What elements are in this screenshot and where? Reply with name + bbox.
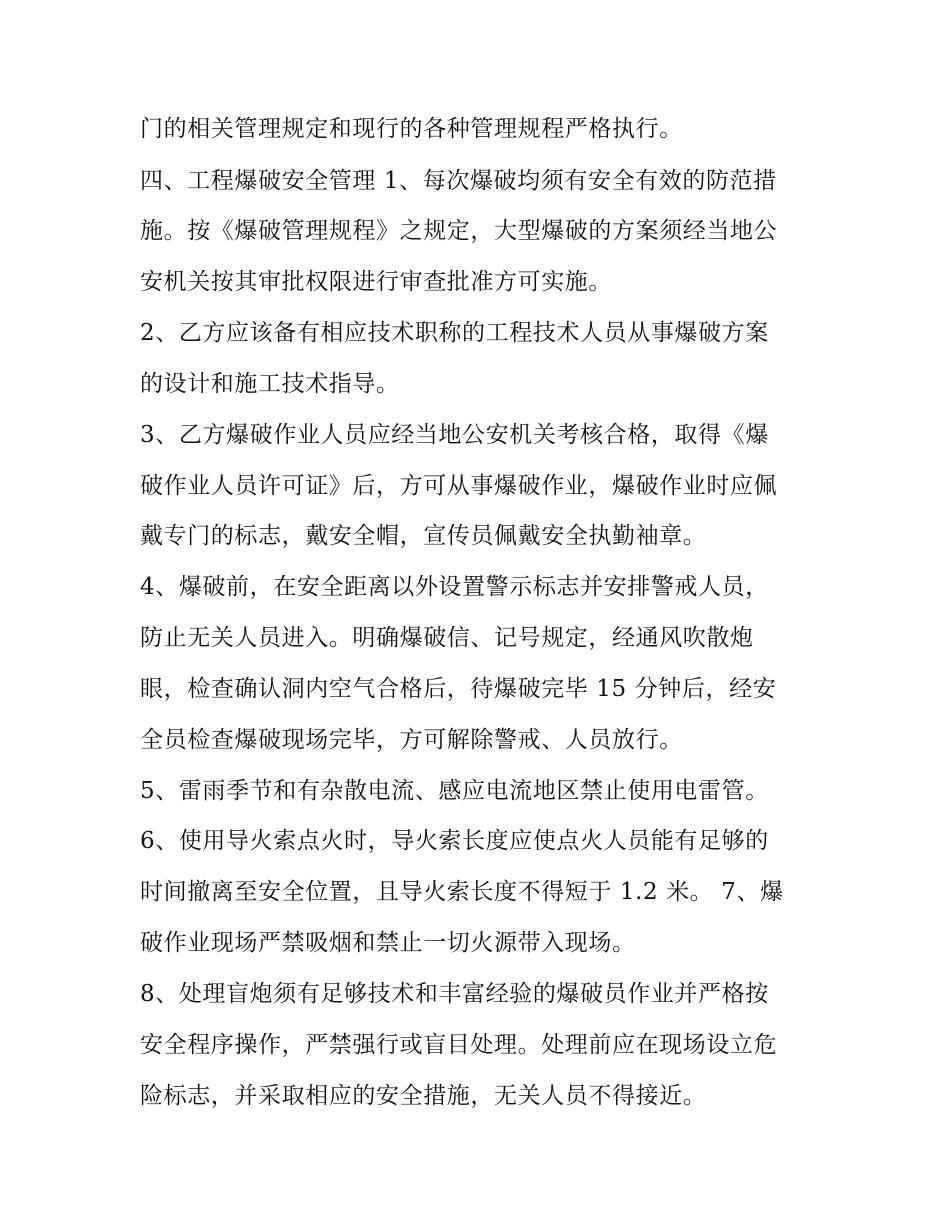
text-line: 门的相关管理规定和现行的各种管理规程严格执行。 xyxy=(140,116,683,142)
text-line: 戴专门的标志，戴安全帽，宣传员佩戴安全执勤袖章。 xyxy=(140,523,707,549)
text-line: 四、工程爆破安全管理 1、每次爆破均须有安全有效的防范措 xyxy=(140,168,777,194)
text-line: 的设计和施工技术指导。 xyxy=(140,371,400,397)
text-line: 时间撤离至安全位置，且导火索长度不得短于 1.2 米。 7、爆 xyxy=(140,879,784,905)
text-line: 3、乙方爆破作业人员应经当地公安机关考核合格，取得《爆 xyxy=(140,422,769,448)
text-line: 4、爆破前，在安全距离以外设置警示标志并安排警戒人员， xyxy=(140,574,769,600)
text-line: 破作业人员许可证》后，方可从事爆破作业，爆破作业时应佩 xyxy=(140,473,778,499)
text-line: 险标志，并采取相应的安全措施，无关人员不得接近。 xyxy=(140,1083,707,1109)
text-line: 全员检查爆破现场完毕，方可解除警戒、人员放行。 xyxy=(140,727,683,753)
text-line: 防止无关人员进入。明确爆破信、记号规定，经通风吹散炮 xyxy=(140,625,754,651)
text-line: 破作业现场严禁吸烟和禁止一切火源带入现场。 xyxy=(140,930,636,956)
text-line: 眼，检查确认洞内空气合格后，待爆破完毕 15 分钟后，经安 xyxy=(140,676,777,702)
text-line: 2、乙方应该备有相应技术职称的工程技术人员从事爆破方案 xyxy=(140,320,769,346)
text-line: 5、雷雨季节和有杂散电流、感应电流地区禁止使用电雷管。 xyxy=(140,778,769,804)
text-line: 安机关按其审批权限进行审查批准方可实施。 xyxy=(140,269,612,295)
text-line: 6、使用导火索点火时，导火索长度应使点火人员能有足够的 xyxy=(140,828,769,854)
text-line: 施。按《爆破管理规程》之规定，大型爆破的方案须经当地公 xyxy=(140,218,778,244)
text-line: 安全程序操作，严禁强行或盲目处理。处理前应在现场设立危 xyxy=(140,1032,778,1058)
text-line: 8、处理盲炮须有足够技术和丰富经验的爆破员作业并严格按 xyxy=(140,981,769,1007)
